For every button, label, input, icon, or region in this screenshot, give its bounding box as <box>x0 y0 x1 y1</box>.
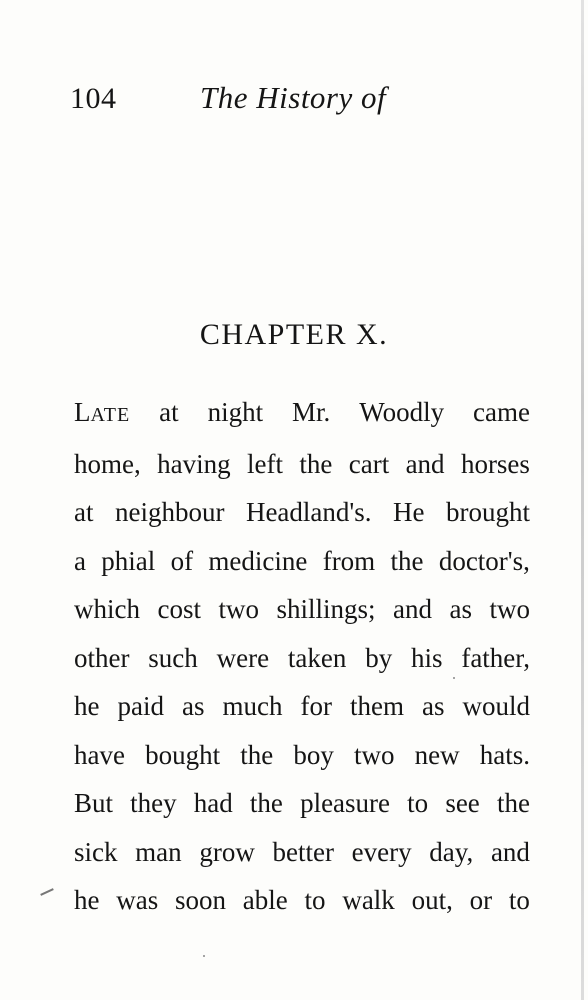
text-word: grow <box>199 836 255 867</box>
text-word: brought <box>445 497 530 527</box>
text-word: shillings; <box>276 594 376 624</box>
text-word: Woodly <box>359 397 445 427</box>
text-line <box>74 682 530 731</box>
text-line <box>74 876 530 925</box>
page-number: 104 <box>70 82 117 115</box>
text-word: horses <box>460 448 530 479</box>
text-word: see <box>445 788 480 818</box>
text-word: came <box>473 397 530 427</box>
text-word: every <box>351 836 412 867</box>
text-word: out, <box>411 885 453 915</box>
text-line <box>74 440 530 489</box>
text-word: paid <box>117 691 164 721</box>
text-word: sick <box>74 836 118 867</box>
text-word: other <box>74 642 130 673</box>
text-word: such <box>148 642 198 673</box>
text-word: and <box>490 836 530 867</box>
text-word: for <box>300 691 332 721</box>
text-word: neighbour <box>114 497 225 527</box>
text-word: which <box>74 594 140 624</box>
running-head <box>70 78 530 122</box>
margin-mark <box>40 888 54 896</box>
text-word: better <box>272 836 334 867</box>
text-word: from <box>322 545 376 576</box>
text-word: taken <box>287 642 347 673</box>
text-word: to <box>508 885 530 915</box>
text-word: would <box>462 691 530 721</box>
text-word: man <box>135 836 182 867</box>
text-word: the <box>496 788 530 818</box>
text-word: two <box>489 594 530 624</box>
text-word: pleasure <box>300 788 391 818</box>
text-line <box>74 488 530 537</box>
text-word: Mr. <box>292 397 331 427</box>
text-word: But <box>74 788 114 818</box>
text-word: the <box>299 448 333 479</box>
text-word: he <box>74 691 100 721</box>
text-word: to <box>407 788 429 818</box>
opening-smallcaps: ATE <box>90 404 131 426</box>
text-word: much <box>222 691 283 721</box>
text-word: by <box>365 642 393 673</box>
text-line <box>74 388 530 440</box>
text-word: bought <box>145 739 221 770</box>
text-word: the <box>390 545 424 576</box>
text-word: of <box>170 545 194 576</box>
text-line <box>74 731 530 780</box>
text-word: a <box>74 545 86 576</box>
text-word: them <box>349 691 404 721</box>
text-word: two <box>218 594 259 624</box>
text-word: day, <box>429 836 474 867</box>
text-word: was <box>116 885 159 915</box>
text-word: as <box>421 691 445 721</box>
text-word: having <box>157 448 231 479</box>
text-word: two <box>353 739 395 770</box>
text-word: phial <box>101 545 156 576</box>
text-word: cart <box>348 448 390 479</box>
text-word: were <box>216 642 270 673</box>
text-word: at <box>74 497 94 527</box>
text-line <box>74 779 530 828</box>
opening-word <box>74 388 130 440</box>
text-word: home, <box>74 448 141 479</box>
text-word: and <box>405 448 445 479</box>
text-word: soon <box>175 885 227 915</box>
text-word: the <box>240 739 274 770</box>
text-word: as <box>181 691 205 721</box>
text-word: night <box>207 397 264 427</box>
text-word: Headland's. <box>245 497 372 527</box>
text-word: had <box>193 788 233 818</box>
text-word: at <box>159 397 179 427</box>
text-line <box>74 828 530 877</box>
text-word: left <box>247 448 283 479</box>
print-speck <box>453 677 455 679</box>
text-word: He <box>393 497 425 527</box>
text-word: father, <box>461 642 530 673</box>
text-line <box>74 634 530 683</box>
text-word: walk <box>342 885 395 915</box>
text-line <box>74 585 530 634</box>
print-speck <box>203 955 205 957</box>
text-word: medicine <box>208 545 308 576</box>
text-word: he <box>74 885 100 915</box>
text-word: cost <box>157 594 201 624</box>
text-word: as <box>449 594 472 624</box>
text-word: or <box>469 885 493 915</box>
text-word: have <box>74 739 125 770</box>
text-word: able <box>242 885 288 915</box>
text-word: hats. <box>479 739 530 770</box>
text-word: the <box>249 788 283 818</box>
page-edge-shadow <box>581 0 584 1000</box>
text-word: they <box>130 788 177 818</box>
text-line <box>74 537 530 586</box>
text-word: boy <box>293 739 334 770</box>
text-word: new <box>414 739 460 770</box>
text-word: and <box>393 594 432 624</box>
opening-initial: L <box>74 397 91 427</box>
text-word: to <box>304 885 326 915</box>
text-word: doctor's, <box>438 545 530 576</box>
chapter-heading: CHAPTER X. <box>199 318 389 351</box>
text-word: his <box>411 642 443 673</box>
running-title: The History of <box>200 80 387 115</box>
body-text <box>74 388 530 925</box>
